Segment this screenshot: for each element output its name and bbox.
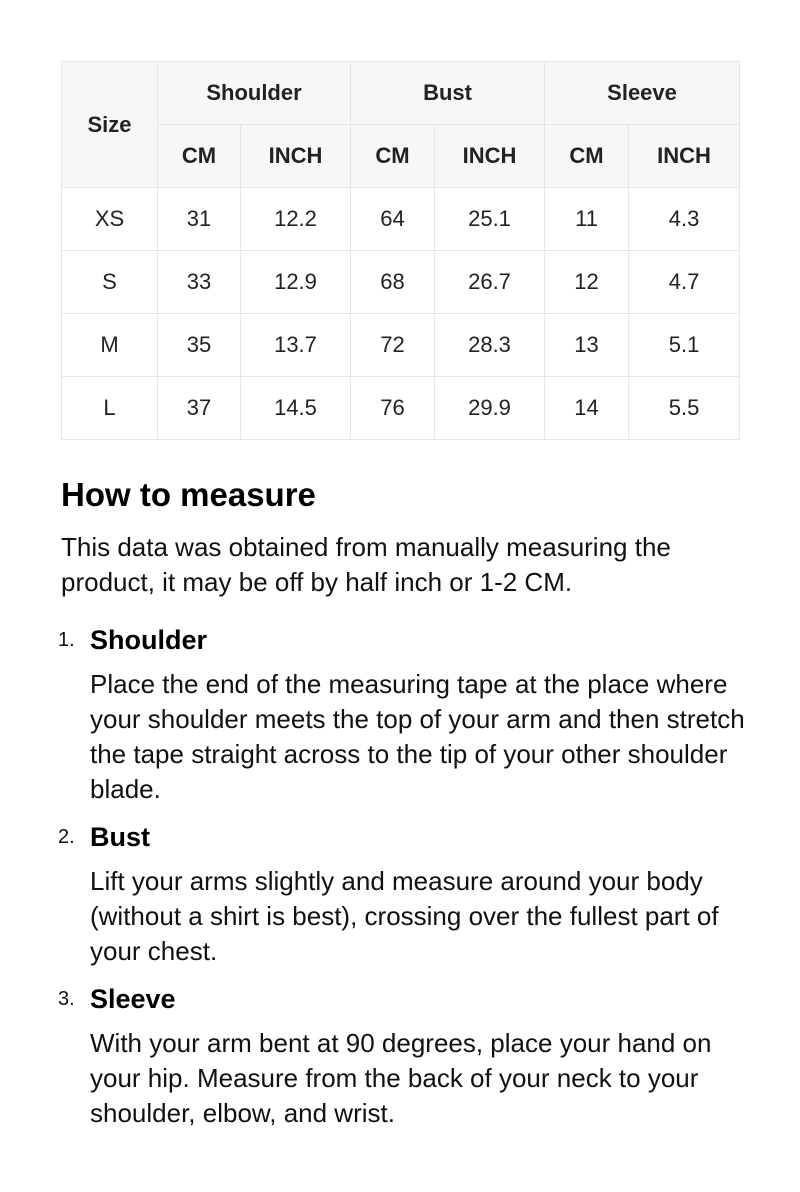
- how-to-measure-title: How to measure: [61, 476, 316, 513]
- size-chart-table: [61, 61, 740, 440]
- table-cell: 26.7: [435, 251, 545, 314]
- intro-text: This data was obtained from manually measuring the product, it may be off by half inch or 1-2 CM.: [61, 532, 671, 597]
- table-row: [62, 314, 740, 377]
- table-cell: 4.7: [629, 251, 740, 314]
- unit-header-cell: CM: [351, 125, 435, 188]
- table-cell: 35: [158, 314, 241, 377]
- unit-header-cell: CM: [545, 125, 629, 188]
- size-cell: S: [62, 251, 158, 314]
- step-number: 3.: [58, 988, 75, 1010]
- table-cell: 12.2: [241, 188, 351, 251]
- unit-header-cell: INCH: [629, 125, 740, 188]
- table-cell: 33: [158, 251, 241, 314]
- step-title: Sleeve: [90, 984, 176, 1014]
- step-bust: [0, 817, 755, 969]
- group-header-sleeve: Sleeve: [545, 62, 740, 125]
- table-row: [62, 377, 740, 440]
- size-cell: L: [62, 377, 158, 440]
- table-cell: 4.3: [629, 188, 740, 251]
- size-cell: M: [62, 314, 158, 377]
- table-row: [62, 188, 740, 251]
- table-cell: 29.9: [435, 377, 545, 440]
- step-text: Lift your arms slightly and measure around your body (without a shirt is best), crossing over the fullest part of your chest.: [90, 866, 719, 966]
- table-cell: 25.1: [435, 188, 545, 251]
- step-text: Place the end of the measuring tape at the place where your shoulder meets the top of your arm and then stretch the tape straight across to the tip of your other shoulder blade.: [90, 669, 745, 804]
- table-row: [62, 251, 740, 314]
- table-cell: 76: [351, 377, 435, 440]
- table-cell: 5.1: [629, 314, 740, 377]
- step-number: 1.: [58, 629, 75, 651]
- table-cell: 13: [545, 314, 629, 377]
- table-cell: 72: [351, 314, 435, 377]
- table-cell: 12.9: [241, 251, 351, 314]
- group-header-shoulder: Shoulder: [158, 62, 351, 125]
- table-cell: 14.5: [241, 377, 351, 440]
- step-shoulder: [0, 620, 755, 807]
- step-text: With your arm bent at 90 degrees, place your hand on your hip. Measure from the back of your neck to your shoulder, elbow, and wrist.: [90, 1028, 712, 1128]
- unit-header-cell: CM: [158, 125, 241, 188]
- table-cell: 64: [351, 188, 435, 251]
- group-header-bust: Bust: [351, 62, 545, 125]
- step-sleeve: [0, 979, 755, 1131]
- step-title: Shoulder: [90, 625, 208, 655]
- unit-header-cell: INCH: [435, 125, 545, 188]
- table-cell: 14: [545, 377, 629, 440]
- table-cell: 13.7: [241, 314, 351, 377]
- table-header-row-units: [62, 125, 740, 188]
- step-number: 2.: [58, 826, 75, 848]
- table-cell: 11: [545, 188, 629, 251]
- measure-steps-list: [0, 620, 800, 1131]
- table-header-row-groups: [62, 62, 740, 125]
- step-title: Bust: [90, 822, 150, 852]
- size-cell: XS: [62, 188, 158, 251]
- table-cell: 31: [158, 188, 241, 251]
- table-cell: 12: [545, 251, 629, 314]
- unit-header-cell: INCH: [241, 125, 351, 188]
- size-header-cell: Size: [62, 62, 158, 188]
- table-cell: 28.3: [435, 314, 545, 377]
- table-cell: 5.5: [629, 377, 740, 440]
- table-cell: 37: [158, 377, 241, 440]
- table-cell: 68: [351, 251, 435, 314]
